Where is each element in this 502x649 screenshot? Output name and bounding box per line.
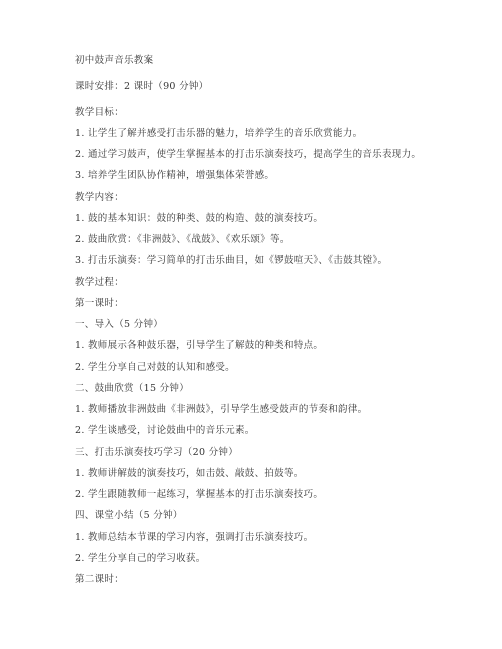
section-title: 三、打击乐演奏技巧学习（20 分钟） bbox=[75, 447, 239, 458]
section-item: 2. 学生谈感受，讨论鼓曲中的音乐元素。 bbox=[75, 425, 255, 436]
content-item: 1. 鼓的基本知识：鼓的种类、鼓的构造、鼓的演奏技巧。 bbox=[75, 213, 324, 224]
section-item: 1. 教师讲解鼓的演奏技巧，如击鼓、敲鼓、拍鼓等。 bbox=[75, 468, 304, 479]
lesson-one-heading: 第一课时： bbox=[75, 298, 125, 309]
content-heading: 教学内容： bbox=[75, 192, 125, 203]
objective-item: 3. 培养学生团队协作精神，增强集体荣誉感。 bbox=[75, 170, 275, 181]
process-heading: 教学过程： bbox=[75, 277, 125, 288]
section-title: 一、导入（5 分钟） bbox=[75, 319, 164, 330]
section-item: 1. 教师总结本节课的学习内容，强调打击乐演奏技巧。 bbox=[75, 532, 314, 543]
objective-item: 2. 通过学习鼓声，使学生掌握基本的打击乐演奏技巧，提高学生的音乐表现力。 bbox=[75, 149, 422, 160]
schedule-line: 课时安排：2 课时（90 分钟） bbox=[75, 81, 209, 92]
section-item: 2. 学生分享自己的学习收获。 bbox=[75, 553, 206, 564]
section-item: 1. 教师播放非洲鼓曲《非洲鼓》，引导学生感受鼓声的节奏和韵律。 bbox=[75, 404, 368, 415]
content-item: 2. 鼓曲欣赏：《非洲鼓》、《战鼓》、《欢乐颂》等。 bbox=[75, 234, 290, 245]
section-item: 2. 学生分享自己对鼓的认知和感受。 bbox=[75, 362, 235, 373]
lesson-two-heading: 第二课时： bbox=[75, 574, 125, 585]
section-item: 2. 学生跟随教师一起练习，掌握基本的打击乐演奏技巧。 bbox=[75, 489, 324, 500]
section-title: 四、课堂小结（5 分钟） bbox=[75, 510, 183, 521]
section-item: 1. 教师展示各种鼓乐器，引导学生了解鼓的种类和特点。 bbox=[75, 340, 324, 351]
document-title: 初中鼓声音乐教案 bbox=[75, 55, 154, 66]
objectives-heading: 教学目标： bbox=[75, 107, 125, 118]
content-item: 3. 打击乐演奏：学习简单的打击乐曲目，如《锣鼓喧天》、《击鼓其镗》。 bbox=[75, 255, 388, 266]
section-title: 二、鼓曲欣赏（15 分钟） bbox=[75, 383, 190, 394]
objective-item: 1. 让学生了解并感受打击乐器的魅力，培养学生的音乐欣赏能力。 bbox=[75, 128, 363, 139]
